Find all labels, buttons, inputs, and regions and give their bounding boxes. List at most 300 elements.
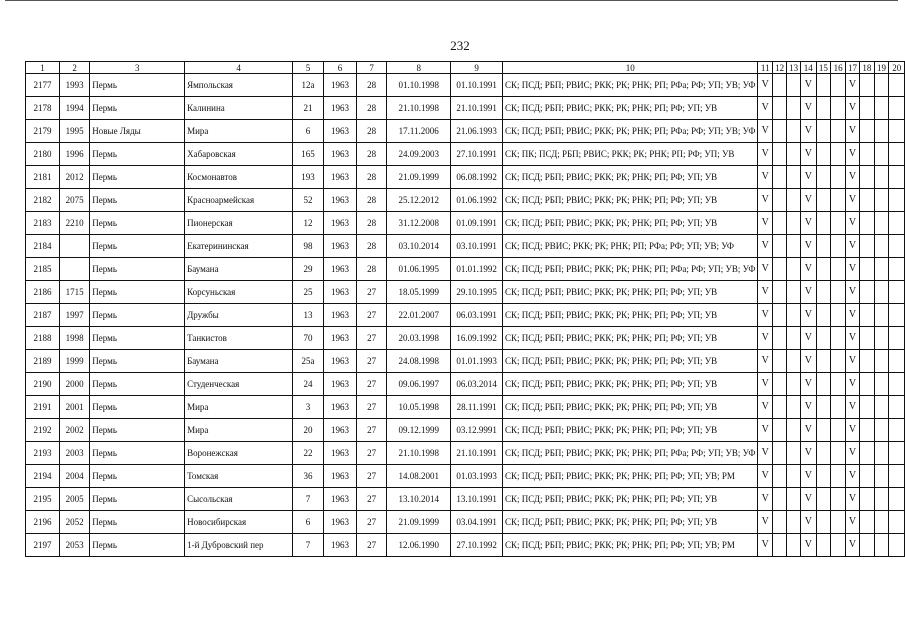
cell-col-2: 2053 (59, 534, 89, 557)
cell-col-2: 1996 (59, 143, 89, 166)
mark-cell-col-15 (816, 465, 831, 488)
cell-col-4: Мира (185, 419, 293, 442)
mark-cell-col-12 (773, 281, 787, 304)
cell-col-8: 20.03.1998 (387, 327, 451, 350)
mark-cell-col-20 (889, 488, 905, 511)
cell-col-5: 22 (293, 442, 324, 465)
mark-cell-col-17: V (845, 488, 859, 511)
mark-cell-col-20 (889, 212, 905, 235)
table-row (26, 143, 905, 166)
mark-cell-col-17: V (845, 350, 859, 373)
table-row (26, 189, 905, 212)
mark-cell-col-15 (816, 97, 831, 120)
cell-col-3: Пермь (90, 534, 185, 557)
cell-col-6: 1963 (323, 212, 356, 235)
mark-cell-col-12 (773, 235, 787, 258)
page-number: 232 (450, 38, 470, 53)
mark-cell-col-13 (787, 419, 801, 442)
cell-col-1: 2182 (26, 189, 60, 212)
table-row (26, 442, 905, 465)
table-row (26, 166, 905, 189)
cell-col-1: 2191 (26, 396, 60, 419)
cell-col-9: 16.09.1992 (451, 327, 503, 350)
cell-col-4: Воронежская (185, 442, 293, 465)
cell-col-8: 01.10.1998 (387, 74, 451, 97)
mark-cell-col-11: V (758, 511, 773, 534)
cell-col-1: 2196 (26, 511, 60, 534)
mark-cell-col-13 (787, 281, 801, 304)
cell-col-10: СК; ПСД; РБП; РВИС; РКК; РК; РНК; РП; РФ; УП; УВ (503, 396, 758, 419)
cell-col-9: 21.10.1991 (451, 442, 503, 465)
mark-cell-col-14: V (801, 442, 816, 465)
cell-col-2 (59, 235, 89, 258)
cell-col-10: СК; ПСД; РБП; РВИС; РКК; РК; РНК; РП; РФ; УП; УВ; РМ (503, 465, 758, 488)
cell-col-2: 1715 (59, 281, 89, 304)
mark-cell-col-15 (816, 235, 831, 258)
mark-cell-col-14: V (801, 304, 816, 327)
mark-cell-col-16 (831, 74, 846, 97)
mark-cell-col-17: V (845, 235, 859, 258)
mark-cell-col-12 (773, 120, 787, 143)
mark-cell-col-16 (831, 350, 846, 373)
mark-cell-col-13 (787, 465, 801, 488)
mark-cell-col-19 (874, 534, 889, 557)
mark-cell-col-12 (773, 304, 787, 327)
cell-col-2: 1999 (59, 350, 89, 373)
mark-cell-col-14: V (801, 511, 816, 534)
cell-col-5: 3 (293, 396, 324, 419)
cell-col-3: Пермь (90, 327, 185, 350)
mark-cell-col-11: V (758, 74, 773, 97)
mark-cell-col-13 (787, 74, 801, 97)
cell-col-10: СК; ПСД; РБП; РВИС; РКК; РК; РНК; РП; РФ; УП; УВ (503, 166, 758, 189)
cell-col-9: 21.06.1993 (451, 120, 503, 143)
mark-cell-col-18 (859, 373, 874, 396)
mark-cell-col-13 (787, 189, 801, 212)
mark-cell-col-19 (874, 212, 889, 235)
cell-col-1: 2180 (26, 143, 60, 166)
cell-col-2: 2005 (59, 488, 89, 511)
mark-cell-col-17: V (845, 212, 859, 235)
cell-col-1: 2183 (26, 212, 60, 235)
cell-col-6: 1963 (323, 143, 356, 166)
table-row (26, 488, 905, 511)
mark-cell-col-18 (859, 120, 874, 143)
cell-col-9: 01.03.1993 (451, 465, 503, 488)
mark-cell-col-18 (859, 235, 874, 258)
cell-col-10: СК; ПСД; РБП; РВИС; РКК; РК; РНК; РП; РФ; УП; УВ (503, 189, 758, 212)
column-header-17: 17 (845, 62, 859, 74)
cell-col-6: 1963 (323, 327, 356, 350)
mark-cell-col-17: V (845, 189, 859, 212)
cell-col-4: Екатерининская (185, 235, 293, 258)
mark-cell-col-12 (773, 350, 787, 373)
mark-cell-col-17: V (845, 534, 859, 557)
cell-col-6: 1963 (323, 396, 356, 419)
cell-col-3: Пермь (90, 258, 185, 281)
mark-cell-col-16 (831, 327, 846, 350)
mark-cell-col-19 (874, 74, 889, 97)
table-row (26, 235, 905, 258)
column-header-2: 2 (59, 62, 89, 74)
mark-cell-col-20 (889, 120, 905, 143)
mark-cell-col-11: V (758, 143, 773, 166)
mark-cell-col-18 (859, 465, 874, 488)
mark-cell-col-16 (831, 166, 846, 189)
mark-cell-col-13 (787, 258, 801, 281)
cell-col-3: Пермь (90, 465, 185, 488)
cell-col-4: Сысольская (185, 488, 293, 511)
cell-col-7: 28 (357, 189, 387, 212)
cell-col-1: 2194 (26, 465, 60, 488)
mark-cell-col-16 (831, 212, 846, 235)
mark-cell-col-12 (773, 442, 787, 465)
cell-col-9: 03.12.9991 (451, 419, 503, 442)
cell-col-6: 1963 (323, 120, 356, 143)
top-rule (5, 0, 898, 1)
cell-col-10: СК; ПСД; РБП; РВИС; РКК; РК; РНК; РП; РФ; УП; УВ (503, 488, 758, 511)
cell-col-4: Томская (185, 465, 293, 488)
mark-cell-col-19 (874, 304, 889, 327)
mark-cell-col-17: V (845, 396, 859, 419)
mark-cell-col-17: V (845, 419, 859, 442)
mark-cell-col-17: V (845, 373, 859, 396)
mark-cell-col-19 (874, 281, 889, 304)
column-header-15: 15 (816, 62, 831, 74)
mark-cell-col-12 (773, 74, 787, 97)
mark-cell-col-20 (889, 350, 905, 373)
cell-col-8: 21.09.1999 (387, 166, 451, 189)
mark-cell-col-16 (831, 465, 846, 488)
mark-cell-col-15 (816, 534, 831, 557)
cell-col-5: 29 (293, 258, 324, 281)
mark-cell-col-15 (816, 258, 831, 281)
mark-cell-col-13 (787, 350, 801, 373)
cell-col-8: 18.05.1999 (387, 281, 451, 304)
column-header-13: 13 (787, 62, 801, 74)
mark-cell-col-15 (816, 166, 831, 189)
cell-col-5: 36 (293, 465, 324, 488)
cell-col-6: 1963 (323, 235, 356, 258)
cell-col-4: Баумана (185, 350, 293, 373)
mark-cell-col-11: V (758, 281, 773, 304)
cell-col-2: 1993 (59, 74, 89, 97)
table-row (26, 97, 905, 120)
cell-col-4: Новосибирская (185, 511, 293, 534)
cell-col-6: 1963 (323, 166, 356, 189)
mark-cell-col-19 (874, 511, 889, 534)
cell-col-9: 06.03.2014 (451, 373, 503, 396)
column-header-20: 20 (889, 62, 905, 74)
cell-col-6: 1963 (323, 189, 356, 212)
cell-col-9: 29.10.1995 (451, 281, 503, 304)
mark-cell-col-20 (889, 74, 905, 97)
cell-col-6: 1963 (323, 373, 356, 396)
table-row (26, 258, 905, 281)
cell-col-4: Корсуньская (185, 281, 293, 304)
mark-cell-col-18 (859, 488, 874, 511)
mark-cell-col-19 (874, 189, 889, 212)
mark-cell-col-12 (773, 511, 787, 534)
cell-col-2: 2003 (59, 442, 89, 465)
mark-cell-col-11: V (758, 327, 773, 350)
mark-cell-col-20 (889, 534, 905, 557)
cell-col-3: Пермь (90, 511, 185, 534)
cell-col-4: Калинина (185, 97, 293, 120)
cell-col-8: 24.09.2003 (387, 143, 451, 166)
cell-col-10: СК; ПСД; РВИС; РКК; РК; РНК; РП; РФа; РФ; УП; УВ; УФ (503, 235, 758, 258)
mark-cell-col-18 (859, 74, 874, 97)
mark-cell-col-11: V (758, 97, 773, 120)
cell-col-8: 12.06.1990 (387, 534, 451, 557)
mark-cell-col-14: V (801, 327, 816, 350)
mark-cell-col-18 (859, 189, 874, 212)
cell-col-10: СК; ПСД; РБП; РВИС; РКК; РК; РНК; РП; РФ; УП; УВ; РМ (503, 534, 758, 557)
cell-col-5: 70 (293, 327, 324, 350)
cell-col-6: 1963 (323, 304, 356, 327)
mark-cell-col-16 (831, 534, 846, 557)
mark-cell-col-13 (787, 212, 801, 235)
mark-cell-col-18 (859, 143, 874, 166)
mark-cell-col-15 (816, 74, 831, 97)
mark-cell-col-12 (773, 189, 787, 212)
mark-cell-col-16 (831, 235, 846, 258)
cell-col-8: 17.11.2006 (387, 120, 451, 143)
cell-col-9: 27.10.1992 (451, 534, 503, 557)
mark-cell-col-15 (816, 212, 831, 235)
cell-col-10: СК; ПСД; РБП; РВИС; РКК; РК; РНК; РП; РФ; УП; УВ (503, 350, 758, 373)
mark-cell-col-16 (831, 258, 846, 281)
mark-cell-col-19 (874, 350, 889, 373)
cell-col-2: 2012 (59, 166, 89, 189)
mark-cell-col-16 (831, 120, 846, 143)
cell-col-9: 01.01.1992 (451, 258, 503, 281)
cell-col-6: 1963 (323, 419, 356, 442)
mark-cell-col-19 (874, 373, 889, 396)
mark-cell-col-13 (787, 166, 801, 189)
cell-col-6: 1963 (323, 442, 356, 465)
mark-cell-col-18 (859, 327, 874, 350)
cell-col-5: 25 (293, 281, 324, 304)
cell-col-7: 27 (357, 419, 387, 442)
header-row (26, 62, 905, 74)
cell-col-4: Хабаровская (185, 143, 293, 166)
mark-cell-col-14: V (801, 534, 816, 557)
cell-col-7: 28 (357, 120, 387, 143)
cell-col-8: 09.12.1999 (387, 419, 451, 442)
mark-cell-col-18 (859, 419, 874, 442)
register-table (25, 61, 905, 557)
mark-cell-col-15 (816, 488, 831, 511)
mark-cell-col-15 (816, 281, 831, 304)
cell-col-8: 14.08.2001 (387, 465, 451, 488)
mark-cell-col-18 (859, 396, 874, 419)
cell-col-5: 12а (293, 74, 324, 97)
cell-col-7: 27 (357, 534, 387, 557)
cell-col-2: 2052 (59, 511, 89, 534)
cell-col-10: СК; ПСД; РБП; РВИС; РКК; РК; РНК; РП; РФа; РФ; УП; УВ; УФ (503, 442, 758, 465)
table-row (26, 281, 905, 304)
cell-col-3: Пермь (90, 442, 185, 465)
cell-col-4: Космонавтов (185, 166, 293, 189)
cell-col-7: 28 (357, 74, 387, 97)
cell-col-10: СК; ПСД; РБП; РВИС; РКК; РК; РНК; РП; РФ; УП; УВ (503, 373, 758, 396)
cell-col-5: 24 (293, 373, 324, 396)
cell-col-7: 27 (357, 465, 387, 488)
cell-col-7: 27 (357, 304, 387, 327)
mark-cell-col-15 (816, 143, 831, 166)
mark-cell-col-11: V (758, 166, 773, 189)
cell-col-3: Пермь (90, 419, 185, 442)
cell-col-8: 13.10.2014 (387, 488, 451, 511)
mark-cell-col-15 (816, 396, 831, 419)
mark-cell-col-16 (831, 373, 846, 396)
mark-cell-col-16 (831, 419, 846, 442)
cell-col-1: 2181 (26, 166, 60, 189)
cell-col-5: 21 (293, 97, 324, 120)
table-row (26, 534, 905, 557)
mark-cell-col-19 (874, 396, 889, 419)
cell-col-7: 27 (357, 442, 387, 465)
mark-cell-col-18 (859, 442, 874, 465)
mark-cell-col-14: V (801, 350, 816, 373)
mark-cell-col-13 (787, 97, 801, 120)
cell-col-5: 20 (293, 419, 324, 442)
cell-col-5: 13 (293, 304, 324, 327)
mark-cell-col-11: V (758, 419, 773, 442)
cell-col-9: 06.08.1992 (451, 166, 503, 189)
mark-cell-col-20 (889, 258, 905, 281)
cell-col-7: 27 (357, 350, 387, 373)
mark-cell-col-11: V (758, 120, 773, 143)
cell-col-9: 03.04.1991 (451, 511, 503, 534)
mark-cell-col-20 (889, 465, 905, 488)
cell-col-3: Пермь (90, 281, 185, 304)
cell-col-2: 2075 (59, 189, 89, 212)
mark-cell-col-20 (889, 327, 905, 350)
cell-col-1: 2177 (26, 74, 60, 97)
cell-col-9: 03.10.1991 (451, 235, 503, 258)
cell-col-1: 2184 (26, 235, 60, 258)
mark-cell-col-20 (889, 166, 905, 189)
mark-cell-col-16 (831, 511, 846, 534)
cell-col-7: 28 (357, 143, 387, 166)
cell-col-8: 25.12.2012 (387, 189, 451, 212)
mark-cell-col-14: V (801, 120, 816, 143)
mark-cell-col-16 (831, 488, 846, 511)
mark-cell-col-19 (874, 235, 889, 258)
mark-cell-col-20 (889, 396, 905, 419)
cell-col-1: 2193 (26, 442, 60, 465)
table-row (26, 212, 905, 235)
cell-col-5: 98 (293, 235, 324, 258)
mark-cell-col-12 (773, 419, 787, 442)
cell-col-9: 28.11.1991 (451, 396, 503, 419)
column-header-1: 1 (26, 62, 60, 74)
cell-col-4: Пионерская (185, 212, 293, 235)
column-header-7: 7 (357, 62, 387, 74)
table-row (26, 511, 905, 534)
mark-cell-col-15 (816, 304, 831, 327)
mark-cell-col-17: V (845, 74, 859, 97)
cell-col-8: 21.10.1998 (387, 97, 451, 120)
mark-cell-col-14: V (801, 396, 816, 419)
mark-cell-col-13 (787, 373, 801, 396)
cell-col-3: Пермь (90, 143, 185, 166)
mark-cell-col-11: V (758, 534, 773, 557)
mark-cell-col-12 (773, 465, 787, 488)
mark-cell-col-13 (787, 534, 801, 557)
column-header-12: 12 (773, 62, 787, 74)
cell-col-8: 21.09.1999 (387, 511, 451, 534)
mark-cell-col-14: V (801, 143, 816, 166)
cell-col-9: 01.09.1991 (451, 212, 503, 235)
cell-col-3: Пермь (90, 189, 185, 212)
table-row (26, 120, 905, 143)
mark-cell-col-12 (773, 258, 787, 281)
mark-cell-col-20 (889, 442, 905, 465)
cell-col-8: 10.05.1998 (387, 396, 451, 419)
cell-col-10: СК; ПСД; РБП; РВИС; РКК; РК; РНК; РП; РФа; РФ; УП; УВ; УФ (503, 120, 758, 143)
mark-cell-col-11: V (758, 442, 773, 465)
mark-cell-col-18 (859, 350, 874, 373)
cell-col-2: 1994 (59, 97, 89, 120)
cell-col-10: СК; ПСД; РБП; РВИС; РКК; РК; РНК; РП; РФ; УП; УВ (503, 97, 758, 120)
column-header-6: 6 (323, 62, 356, 74)
cell-col-5: 6 (293, 511, 324, 534)
cell-col-10: СК; ПСД; РБП; РВИС; РКК; РК; РНК; РП; РФ; УП; УВ (503, 304, 758, 327)
mark-cell-col-15 (816, 419, 831, 442)
mark-cell-col-12 (773, 212, 787, 235)
mark-cell-col-17: V (845, 511, 859, 534)
cell-col-7: 27 (357, 327, 387, 350)
cell-col-6: 1963 (323, 258, 356, 281)
table-row (26, 465, 905, 488)
table-row (26, 396, 905, 419)
cell-col-2: 1997 (59, 304, 89, 327)
cell-col-8: 01.06.1995 (387, 258, 451, 281)
table-row (26, 419, 905, 442)
mark-cell-col-11: V (758, 212, 773, 235)
mark-cell-col-19 (874, 465, 889, 488)
cell-col-1: 2186 (26, 281, 60, 304)
mark-cell-col-17: V (845, 465, 859, 488)
cell-col-6: 1963 (323, 281, 356, 304)
cell-col-3: Пермь (90, 235, 185, 258)
cell-col-2: 2004 (59, 465, 89, 488)
cell-col-3: Пермь (90, 97, 185, 120)
mark-cell-col-17: V (845, 143, 859, 166)
column-header-9: 9 (451, 62, 503, 74)
mark-cell-col-14: V (801, 74, 816, 97)
mark-cell-col-16 (831, 281, 846, 304)
mark-cell-col-20 (889, 281, 905, 304)
cell-col-10: СК; ПК; ПСД; РБП; РВИС; РКК; РК; РНК; РП; РФ; УП; УВ (503, 143, 758, 166)
cell-col-10: СК; ПСД; РБП; РВИС; РКК; РК; РНК; РП; РФ; УП; УВ (503, 419, 758, 442)
table-row (26, 350, 905, 373)
cell-col-1: 2185 (26, 258, 60, 281)
cell-col-2 (59, 258, 89, 281)
cell-col-3: Пермь (90, 166, 185, 189)
mark-cell-col-16 (831, 143, 846, 166)
cell-col-1: 2192 (26, 419, 60, 442)
cell-col-3: Пермь (90, 488, 185, 511)
mark-cell-col-20 (889, 235, 905, 258)
mark-cell-col-19 (874, 258, 889, 281)
cell-col-1: 2189 (26, 350, 60, 373)
mark-cell-col-14: V (801, 212, 816, 235)
mark-cell-col-14: V (801, 258, 816, 281)
